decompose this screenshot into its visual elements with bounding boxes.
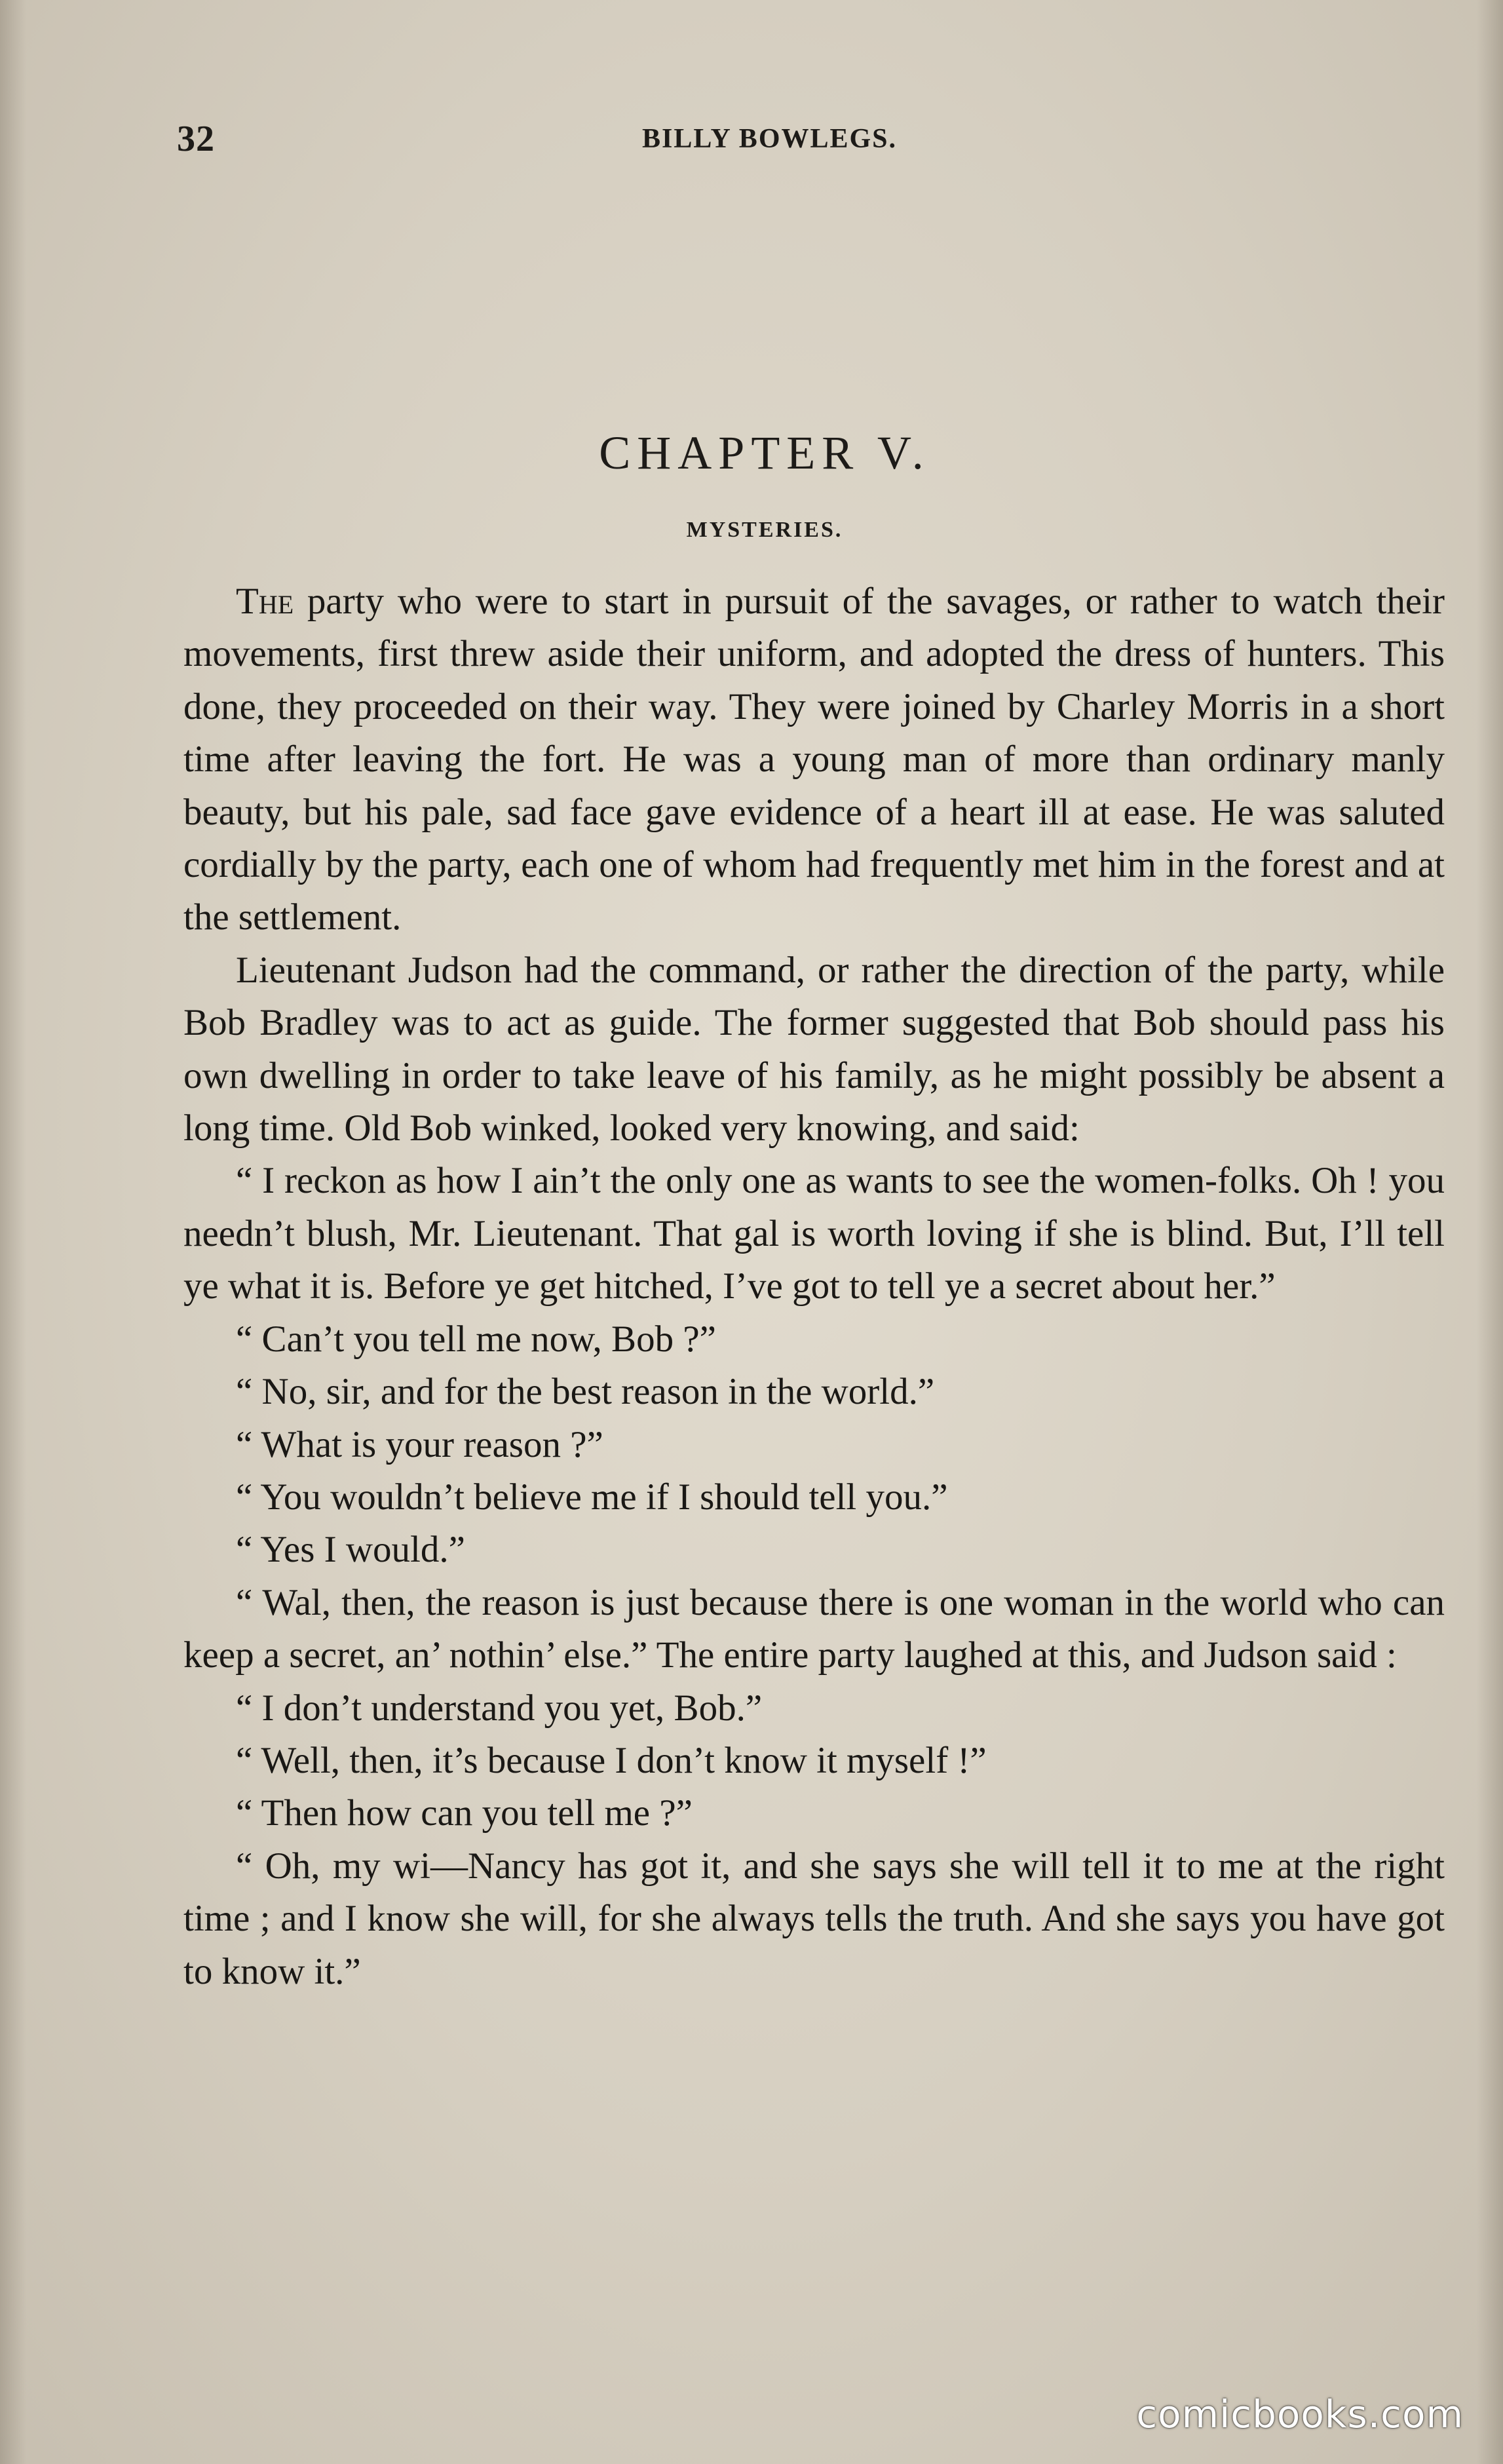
paragraph: “ Oh, my wi—Nancy has got it, and she says she will tell it to me at the right time ; and I know she will, for she always tells the truth. And she says you have got to know it.” bbox=[183, 1845, 1445, 1992]
page-edge-shadow-left bbox=[0, 0, 26, 2464]
page-number: 32 bbox=[177, 119, 215, 159]
paragraph: Lieutenant Judson had the command, or rather the direction of the party, while Bob Bradley was to act as guide. The former suggested that Bob should pass his own dwelling in order to take leave of his family, as he might possibly be absent a long time. Old Bob winked, looked very knowing, and said: bbox=[183, 949, 1445, 1149]
chapter-body bbox=[183, 575, 1445, 1998]
paragraph: “ Wal, then, the reason is just because there is one woman in the world who can keep a secret, an’ nothin’ else.” The entire party laughed at this, and Judson said : bbox=[183, 1581, 1445, 1676]
watermark: comicbooks.com bbox=[1136, 2392, 1464, 2436]
paragraph: “ I reckon as how I ain’t the only one as wants to see the women-folks. Oh ! you needn’t blush, Mr. Lieutenant. That gal is worth loving if she is blind. But, I’ll tell ye what it is. Before ye get hitched, I’ve got to tell ye a secret about her.” bbox=[183, 1160, 1445, 1307]
page-edge-shadow-right bbox=[1477, 0, 1503, 2464]
paragraph bbox=[183, 575, 1445, 944]
chapter-subtitle: MYSTERIES. bbox=[686, 518, 843, 542]
paragraph: “ Yes I would.” bbox=[236, 1529, 465, 1571]
paragraph: “ Then how can you tell me ?” bbox=[236, 1792, 693, 1834]
paragraph: “ Can’t you tell me now, Bob ?” bbox=[236, 1318, 716, 1360]
running-head bbox=[177, 118, 1444, 164]
paragraph-text: party who were to start in pursuit of the savages, or rather to watch their movements, first threw aside their uniform, and adopted the dress of hunters. This done, they proceeded on their way. They were joined by Charley Morris in a short time after leaving the fort. He was a young man of more than ordinary manly beauty, but his pale, sad face gave evidence of a heart ill at ease. He was saluted cordially by the party, each one of whom had frequently met him in the forest and at the settlement. bbox=[183, 581, 1445, 938]
paragraph: “ Well, then, it’s because I don’t know it myself !” bbox=[236, 1739, 987, 1781]
paragraph: “ No, sir, and for the best reason in the world.” bbox=[236, 1371, 935, 1413]
chapter-title: CHAPTER V. bbox=[599, 427, 930, 479]
paragraph: “ What is your reason ?” bbox=[236, 1423, 603, 1465]
paragraph: “ I don’t understand you yet, Bob.” bbox=[236, 1687, 763, 1729]
paragraph-lead-word: The bbox=[236, 581, 294, 622]
running-title: BILLY BOWLEGS. bbox=[642, 124, 898, 154]
paragraph: “ You wouldn’t believe me if I should tell you.” bbox=[236, 1476, 948, 1518]
